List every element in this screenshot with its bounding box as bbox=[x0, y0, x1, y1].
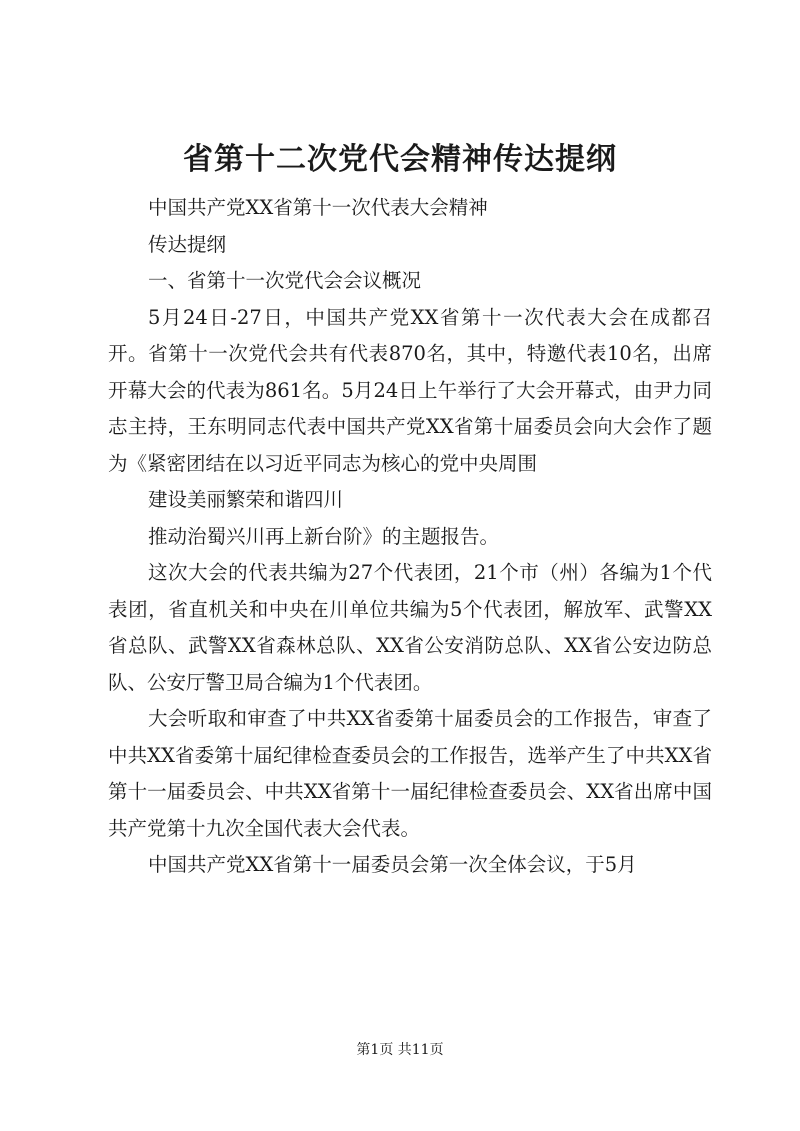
paragraph: 建设美丽繁荣和谐四川 bbox=[148, 488, 344, 511]
paragraph-subtitle-2: 传达提纲 bbox=[148, 232, 227, 256]
document-title: 省第十二次党代会精神传达提纲 bbox=[183, 142, 617, 177]
paragraph: 推动治蜀兴川再上新台阶》的主题报告。 bbox=[148, 524, 500, 548]
paragraph: 中国共产党XX省第十一届委员会第一次全体会议，于5月 bbox=[148, 853, 637, 876]
paragraph: 5月24日-27日，中国共产党XX省第十一次代表大会在成都召开。省第十一次党代会共有代表870名，其中，特邀代表10名，出席开幕大会的代表为861名。5月24日上午举行了大会开幕式，由尹力同志主持，王东明同志代表中国共产党XX省第十届委员会向大会作了题为《紧密团结在以习近平同志为核心的党中央周围 bbox=[108, 305, 712, 475]
paragraph-subtitle: 中国共产党XX省第十一次代表大会精神 bbox=[148, 196, 488, 219]
section-heading: 一、省第十一次党代会会议概况 bbox=[148, 269, 422, 292]
page-footer: 第1页 共11页 bbox=[356, 1042, 444, 1058]
paragraph: 这次大会的代表共编为27个代表团，21个市（州）各编为1个代表团，省直机关和中央在川单位共编为5个代表团，解放军、武警XX省总队、武警XX省森林总队、XX省公安消防总队、XX省公安边防总队、公安厅警卫局合编为1个代表团。 bbox=[108, 561, 712, 694]
document-body bbox=[108, 190, 712, 884]
paragraph: 大会听取和审查了中共XX省委第十届委员会的工作报告，审查了中共XX省委第十届纪律检查委员会的工作报告，选举产生了中共XX省第十一届委员会、中共XX省第十一届纪律检查委员会、XX省出席中国共产党第十九次全国代表大会代表。 bbox=[108, 707, 712, 840]
